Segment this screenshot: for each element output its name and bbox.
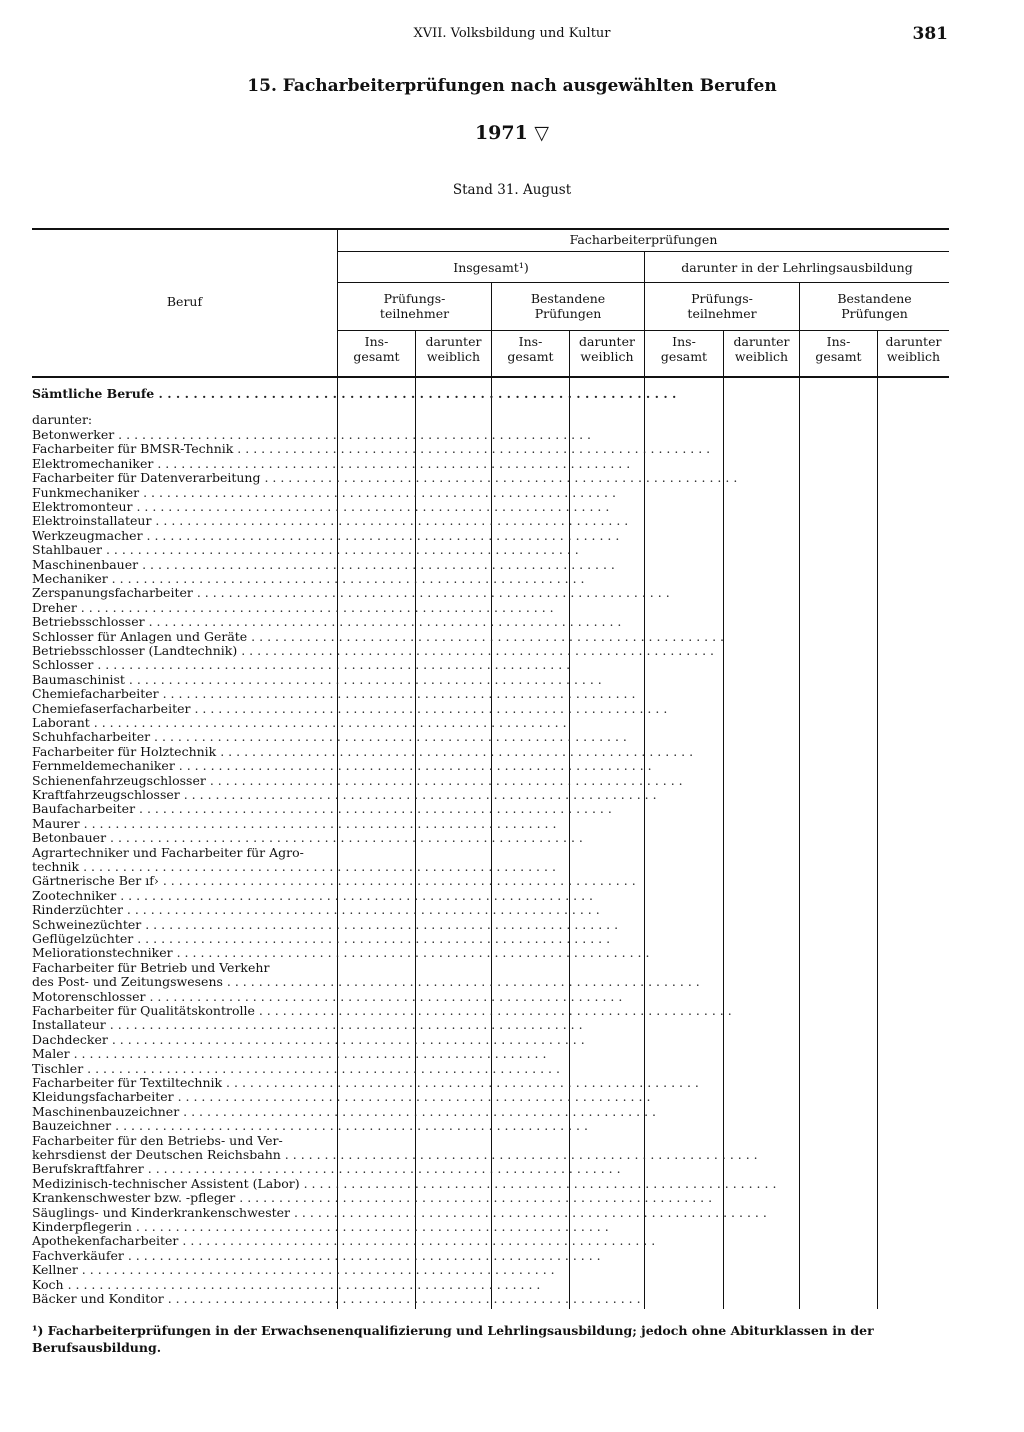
row-label [32,902,600,918]
leader-dots: . . . . . . . . . . . . . . . . . . . . . . . . . . . . . . . . . . . . . . . . . . . . . . . . . . . . . . . . . . . . [233,441,711,457]
insgesamt-header: Insgesamt¹) [453,260,529,275]
leader-dots: . . . . . . . . . . . . . . . . . . . . . . . . . . . . . . . . . . . . . . . . . . . . . . . . . . . . . . . . . . . . [83,1060,560,1076]
row-label [32,1075,699,1090]
row-label-line-text: Agrartechniker und Facharbeiter für Agro- [32,844,304,860]
row-label-text: Funkmechaniker [32,484,140,500]
row-label-text: Baumaschinist [32,671,125,687]
leader-dots: . . . . . . . . . . . . . . . . . . . . . . . . . . . . . . . . . . . . . . . . . . . . . . . . . . . . . . . . . . . . [179,1103,656,1119]
leader-dots: . . . . . . . . . . . . . . . . . . . . . . . . . . . . . . . . . . . . . . . . . . . . . . . . . . . . . . . . . . . . [107,571,585,586]
row-label-text: Elektromechaniker [32,455,154,471]
row-label [32,671,602,687]
leader-dots: . . . . . . . . . . . . . . . . . . . . . . . . . . . . . . . . . . . . . . . . . . . . . . . . . . . . . . . . . . . . [299,1175,777,1191]
row-label [32,1003,732,1018]
table-top-rule [32,228,949,230]
passed-header: Bestandene Prüfungen [837,291,912,321]
row-label [32,386,677,401]
leader-dots: . . . . . . . . . . . . . . . . . . . . . . . . . . . . . . . . . . . . . . . . . . . . . . . . . . . . . . . . . . . . [178,1233,656,1249]
row-label-text: Schlosser für Anlagen und Geräte [32,628,248,644]
leader-dots: . . . . . . . . . . . . . . . . . . . . . . . . . . . . . . . . . . . . . . . . . . . . . . . . . . . . . . . . . . . . [237,643,715,658]
leader-dots: . . . . . . . . . . . . . . . . . . . . . . . . . . . . . . . . . . . . . . . . . . . . . . . . . . . . . . . . . . . . [124,671,602,687]
row-label-text: Betonwerker [32,427,115,442]
leader-dots: . . . . . . . . . . . . . . . . . . . . . . . . . . . . . . . . . . . . . . . . . . . . . . . . . . . . . . . . . . . . [111,1118,588,1134]
leader-dots: . . . . . . . . . . . . . . . . . . . . . . . . . . . . . . . . . . . . . . . . . . . . . . . . . . . . . . . . . . . . [132,499,610,514]
row-label [32,585,670,601]
col-divider-6 [799,283,800,1309]
row-label [32,470,738,486]
row-label [32,427,592,442]
leader-dots: . . . . . . . . . . . . . . . . . . . . . . . . . . . . . . . . . . . . . . . . . . . . . . . . . . . . . . . . . . . . [139,484,616,500]
leader-dots: . . . . . . . . . . . . . . . . . . . . . . . . . . . . . . . . . . . . . . . . . . . . . . . . . . . . . . . . . . . . [205,772,683,788]
leader-dots: . . . . . . . . . . . . . . . . . . . . . . . . . . . . . . . . . . . . . . . . . . . . . . . . . . . . . . . . . . . . [138,556,615,572]
row-label [32,657,571,673]
leader-dots: . . . . . . . . . . . . . . . . . . . . . . . . . . . . . . . . . . . . . . . . . . . . . . . . . . . . . . . . . . . . [101,542,579,558]
row-label [32,830,583,846]
leader-dots: . . . . . . . . . . . . . . . . . . . . . . . . . . . . . . . . . . . . . . . . . . . . . . . . . . . . . . . . . . . . [122,902,600,918]
leader-dots: . . . . . . . . . . . . . . . . . . . . . . . . . . . . . . . . . . . . . . . . . . . . . . . . . . . . . . . . . . . . [290,1204,767,1220]
row-label [32,571,585,586]
row-label-text: Betriebsschlosser (Landtechnik) [32,643,238,658]
stub-header: Beruf [166,294,203,309]
row-label [32,499,610,514]
row-label-text: Schlosser [32,657,94,673]
row-label [32,1175,777,1191]
leader-dots: . . . . . . . . . . . . . . . . . . . . . . . . . . . . . . . . . . . . . . . . . . . . . . . . . . . . . . . . . . . . [179,787,657,802]
row-label-text: Bauzeichner [32,1118,112,1134]
row-label [32,1190,713,1206]
footnote: ¹) Facharbeiterprüfungen in der Erwachsenenqualifizierung und Lehrlingsausbildung; jedoch ohne Abiturklassen in der Berufsausbildung. [32,1323,874,1355]
row-label-text: Meliorationstechniker [32,945,173,961]
row-label [32,1031,585,1047]
total-col-header: Ins- gesamt [353,334,400,364]
leader-dots: . . . . . . . . . . . . . . . . . . . . . . . . . . . . . . . . . . . . . . . . . . . . . . . . . . . . . . . . . . . . [158,873,636,889]
leader-dots: . . . . . . . . . . . . . . . . . . . . . . . . . . . . . . . . . . . . . . . . . . . . . . . . . . . . . . . . . . . . [144,614,622,630]
row-label [32,1060,560,1076]
row-label-text: Dachdecker [32,1031,108,1047]
row-label [32,628,725,644]
row-label [32,1161,621,1177]
row-label-text: Maschinenbauer [32,556,139,572]
apprentice-header: darunter in der Lehrlingsausbildung [681,260,913,275]
page-number: 381 [912,24,948,44]
row-label-text: Chemiefaserfacharbeiter [32,700,191,716]
row-label-text: Krankenschwester bzw. -pfleger [32,1190,236,1206]
row-label-text: Facharbeiter für Holztechnik [32,743,217,759]
row-label [32,1219,609,1234]
table-year: 1971 ▽ [474,122,550,144]
row-label-text: Geflügelzüchter [32,931,134,946]
row-label-text: Schuhfacharbeiter [32,729,151,745]
leader-dots: . . . . . . . . . . . . . . . . . . . . . . . . . . . . . . . . . . . . . . . . . . . . . . . . . . . . . . . . . . . . [79,859,556,874]
col-divider-7 [877,331,878,1309]
row-label [32,1247,601,1263]
row-label [32,1017,583,1033]
row-label [32,513,629,529]
row-label [32,931,611,946]
leader-dots: . . . . . . . . . . . . . . . . . . . . . . . . . . . . . . . . . . . . . . . . . . . . . . . . . . . . . . . . . . . . [145,988,623,1004]
leader-dots: . . . . . . . . . . . . . . . . . . . . . . . . . . . . . . . . . . . . . . . . . . . . . . . . . . . . . . . . . . . . [222,1075,699,1090]
row-label-text: des Post- und Zeitungswesens [32,974,223,990]
row-label [32,945,650,961]
leader-dots: . . . . . . . . . . . . . . . . . . . . . . . . . . . . . . . . . . . . . . . . . . . . . . . . . . . . . . . . . . . . [280,1147,758,1162]
female-col-header: darunter weiblich [885,334,942,364]
row-label [32,988,623,1004]
total-col-header: Ins- gesamt [507,334,554,364]
row-label [32,484,616,500]
row-label-text: Baufacharbeiter [32,801,136,817]
row-label-text: Kleidungsfacharbeiter [32,1089,174,1105]
row-label-text: Kellner [32,1262,78,1278]
row-label [32,873,636,889]
row-label [32,643,715,658]
row-label [32,1118,588,1134]
leader-dots: . . . . . . . . . . . . . . . . . . . . . . . . . . . . . . . . . . . . . . . . . . . . . . . . . . . . . . . . . . . . [153,455,631,471]
row-label [32,887,594,903]
leader-dots: . . . . . . . . . . . . . . . . . . . . . . . . . . . . . . . . . . . . . . . . . . . . . . . . . . . . . . . . . . . . [63,1276,541,1292]
row-label-text: Facharbeiter für Qualitätskontrolle [32,1003,255,1018]
row-label [32,1291,641,1306]
row-label-text: Elektromonteur [32,499,133,514]
leader-dots: . . . . . . . . . . . . . . . . . . . . . . . . . . . . . . . . . . . . . . . . . . . . . . . . . . . . . . . . . . . . [141,916,619,932]
row-label [32,1204,767,1220]
darunter-label-text: darunter: [32,412,93,427]
row-label-text: Facharbeiter für Textiltechnik [32,1075,223,1090]
leader-dots: . . . . . . . . . . . . . . . . . . . . . . . . . . . . . . . . . . . . . . . . . . . . . . . . . . . . . . . . . . . . [173,1089,651,1105]
leader-dots: . . . . . . . . . . . . . . . . . . . . . . . . . . . . . . . . . . . . . . . . . . . . . . . . . . . . . . . . . . . . [107,1031,585,1047]
row-label-text: Elektroinstallateur [32,513,152,529]
leader-dots: . . . . . . . . . . . . . . . . . . . . . . . . . . . . . . . . . . . . . . . . . . . . . . . . . . . . . . . . . . . . [254,1003,732,1018]
leader-dots: . . . . . . . . . . . . . . . . . . . . . . . . . . . . . . . . . . . . . . . . . . . . . . . . . . . . . . . . . . . . [158,686,636,702]
row-label [32,787,657,802]
row-label [32,1276,541,1292]
row-label-text: Gärtnerische Ber ıf› [32,873,159,889]
participants-header: Prüfungs- teilnehmer [687,291,757,321]
leader-dots: . . . . . . . . . . . . . . . . . . . . . . . . . . . . . . . . . . . . . . . . . . . . . . . . . . . . . . . . . . . . [77,1262,555,1278]
leader-dots: . . . . . . . . . . . . . . . . . . . . . . . . . . . . . . . . . . . . . . . . . . . . . . . . . . . . . . . . . . . . [163,1291,641,1306]
row-label [32,455,631,471]
leader-dots: . . . . . . . . . . . . . . . . . . . . . . . . . . . . . . . . . . . . . . . . . . . . . . . . . . . . . . . . . . . . [172,945,650,961]
row-label-line-text: Facharbeiter für Betrieb und Verkehr [32,959,270,975]
row-label [32,599,554,615]
leader-dots: . . . . . . . . . . . . . . . . . . . . . . . . . . . . . . . . . . . . . . . . . . . . . . . . . . . . . . . . . . . . [123,1247,601,1263]
group-header: Facharbeiterprüfungen [569,232,718,247]
row-label-text: Motorenschlosser [32,988,146,1004]
row-label-text: Laborant [32,715,90,730]
row-label-text: Schweinezüchter [32,916,142,932]
leader-dots: . . . . . . . . . . . . . . . . . . . . . . . . . . . . . . . . . . . . . . . . . . . . . . . . . . . . . . . . . . . . [154,386,677,401]
row-label [32,556,615,572]
row-label [32,1262,555,1278]
row-label-line-text: Facharbeiter für den Betriebs- und Ver- [32,1132,283,1148]
row-label [32,527,620,543]
row-label [32,743,694,759]
table-title: 15. Facharbeiterprüfungen nach ausgewählten Berufen [247,76,777,96]
row-label-text: Chemiefacharbeiter [32,686,159,702]
female-col-header: darunter weiblich [733,334,790,364]
leader-dots: . . . . . . . . . . . . . . . . . . . . . . . . . . . . . . . . . . . . . . . . . . . . . . . . . . . . . . . . . . . . [235,1190,713,1206]
leader-dots: . . . . . . . . . . . . . . . . . . . . . . . . . . . . . . . . . . . . . . . . . . . . . . . . . . . . . . . . . . . . [133,931,611,946]
row-label [32,758,652,774]
row-label [32,815,557,831]
row-label-text: Tischler [32,1060,84,1076]
row-label [32,1147,758,1162]
row-label [32,1089,651,1105]
participants-header: Prüfungs- teilnehmer [379,291,450,321]
row-label-text: Installateur [32,1017,106,1033]
row-label [32,1233,656,1249]
row-label-text: kehrsdienst der Deutschen Reichsbahn [32,1147,281,1162]
leader-dots: . . . . . . . . . . . . . . . . . . . . . . . . . . . . . . . . . . . . . . . . . . . . . . . . . . . . . . . . . . . . [89,715,567,730]
row-label-text: Betriebsschlosser [32,614,145,630]
row-label-text: Säuglings- und Kinderkrankenschwester [32,1204,291,1220]
row-label [32,772,683,788]
row-label-text: technik [32,859,80,874]
row-label-text: Dreher [32,599,77,615]
row-label-text: Maler [32,1046,70,1062]
row-label-text: Kraftfahrzeugschlosser [32,787,180,802]
row-label [32,1103,656,1119]
row-label-text: Koch [32,1276,64,1292]
leader-dots: . . . . . . . . . . . . . . . . . . . . . . . . . . . . . . . . . . . . . . . . . . . . . . . . . . . . . . . . . . . . [216,743,694,759]
leader-dots: . . . . . . . . . . . . . . . . . . . . . . . . . . . . . . . . . . . . . . . . . . . . . . . . . . . . . . . . . . . . [174,758,652,774]
leader-dots: . . . . . . . . . . . . . . . . . . . . . . . . . . . . . . . . . . . . . . . . . . . . . . . . . . . . . . . . . . . . [142,527,620,543]
running-head: XVII. Volksbildung und Kultur [413,26,611,41]
leader-dots: . . . . . . . . . . . . . . . . . . . . . . . . . . . . . . . . . . . . . . . . . . . . . . . . . . . . . . . . . . . . [222,974,700,990]
leader-dots: . . . . . . . . . . . . . . . . . . . . . . . . . . . . . . . . . . . . . . . . . . . . . . . . . . . . . . . . . . . . [192,585,670,601]
row-label [32,974,700,990]
leader-dots: . . . . . . . . . . . . . . . . . . . . . . . . . . . . . . . . . . . . . . . . . . . . . . . . . . . . . . . . . . . . [150,729,627,745]
female-col-header: darunter weiblich [425,334,482,364]
leader-dots: . . . . . . . . . . . . . . . . . . . . . . . . . . . . . . . . . . . . . . . . . . . . . . . . . . . . . . . . . . . . [105,1017,583,1033]
row-label [32,614,622,630]
row-label [32,916,619,932]
leader-dots: . . . . . . . . . . . . . . . . . . . . . . . . . . . . . . . . . . . . . . . . . . . . . . . . . . . . . . . . . . . . [131,1219,609,1234]
row-label [32,686,636,702]
row-label-text: Sämtliche Berufe [32,386,155,401]
leader-dots: . . . . . . . . . . . . . . . . . . . . . . . . . . . . . . . . . . . . . . . . . . . . . . . . . . . . . . . . . . . . [69,1046,547,1062]
row-label [32,715,567,730]
row-label [32,729,627,745]
row-label [32,859,556,874]
female-col-header: darunter weiblich [579,334,635,364]
total-col-header: Ins- gesamt [815,334,862,364]
row-label-text: Berufskraftfahrer [32,1161,144,1177]
row-label-text: Stahlbauer [32,542,102,558]
leader-dots: . . . . . . . . . . . . . . . . . . . . . . . . . . . . . . . . . . . . . . . . . . . . . . . . . . . . . . . . . . . . [190,700,668,716]
row-label-text: Rinderzüchter [32,902,123,918]
leader-dots: . . . . . . . . . . . . . . . . . . . . . . . . . . . . . . . . . . . . . . . . . . . . . . . . . . . . . . . . . . . . [151,513,629,529]
row-label-text: Fernmeldemechaniker [32,758,175,774]
table-stand-date: Stand 31. August [452,182,572,198]
leader-dots: . . . . . . . . . . . . . . . . . . . . . . . . . . . . . . . . . . . . . . . . . . . . . . . . . . . . . . . . . . . . [79,815,557,831]
leader-dots: . . . . . . . . . . . . . . . . . . . . . . . . . . . . . . . . . . . . . . . . . . . . . . . . . . . . . . . . . . . . [106,830,583,846]
leader-dots: . . . . . . . . . . . . . . . . . . . . . . . . . . . . . . . . . . . . . . . . . . . . . . . . . . . . . . . . . . . . [247,628,725,644]
row-label-text: Kinderpflegerin [32,1219,132,1234]
passed-header: Bestandene Prüfungen [530,291,606,321]
row-label [32,801,612,817]
leader-dots: . . . . . . . . . . . . . . . . . . . . . . . . . . . . . . . . . . . . . . . . . . . . . . . . . . . . . . . . . . . . [116,887,594,903]
total-col-header: Ins- gesamt [660,334,708,364]
leader-dots: . . . . . . . . . . . . . . . . . . . . . . . . . . . . . . . . . . . . . . . . . . . . . . . . . . . . . . . . . . . . [93,657,571,673]
row-label-text: Medizinisch-technischer Assistent (Labor) [32,1175,300,1191]
leader-dots: . . . . . . . . . . . . . . . . . . . . . . . . . . . . . . . . . . . . . . . . . . . . . . . . . . . . . . . . . . . . [135,801,612,817]
row-label-text: Facharbeiter für BMSR-Technik [32,441,234,457]
row-label-text: Facharbeiter für Datenverarbeitung [32,470,261,486]
leader-dots: . . . . . . . . . . . . . . . . . . . . . . . . . . . . . . . . . . . . . . . . . . . . . . . . . . . . . . . . . . . . [76,599,554,615]
row-label [32,1046,547,1062]
row-label-text: Bäcker und Konditor [32,1291,164,1306]
row-label-text: Schienenfahrzeugschlosser [32,772,206,788]
row-label [32,441,711,457]
leader-dots: . . . . . . . . . . . . . . . . . . . . . . . . . . . . . . . . . . . . . . . . . . . . . . . . . . . . . . . . . . . . [114,427,592,442]
row-label-text: Mechaniker [32,571,108,586]
row-label [32,542,579,558]
leader-dots: . . . . . . . . . . . . . . . . . . . . . . . . . . . . . . . . . . . . . . . . . . . . . . . . . . . . . . . . . . . . [260,470,738,486]
leader-dots: . . . . . . . . . . . . . . . . . . . . . . . . . . . . . . . . . . . . . . . . . . . . . . . . . . . . . . . . . . . . [143,1161,621,1177]
row-label [32,700,668,716]
row-label-text: Fachverkäufer [32,1247,124,1263]
row-label-text: Maschinenbauzeichner [32,1103,180,1119]
row-label-text: Werkzeugmacher [32,527,143,543]
row-label-text: Zerspanungsfacharbeiter [32,585,193,601]
row-label-text: Apothekenfacharbeiter [32,1233,179,1249]
row-label-text: Betonbauer [32,830,107,846]
row-label-text: Maurer [32,815,80,831]
row-label-text: Zootechniker [32,887,117,903]
